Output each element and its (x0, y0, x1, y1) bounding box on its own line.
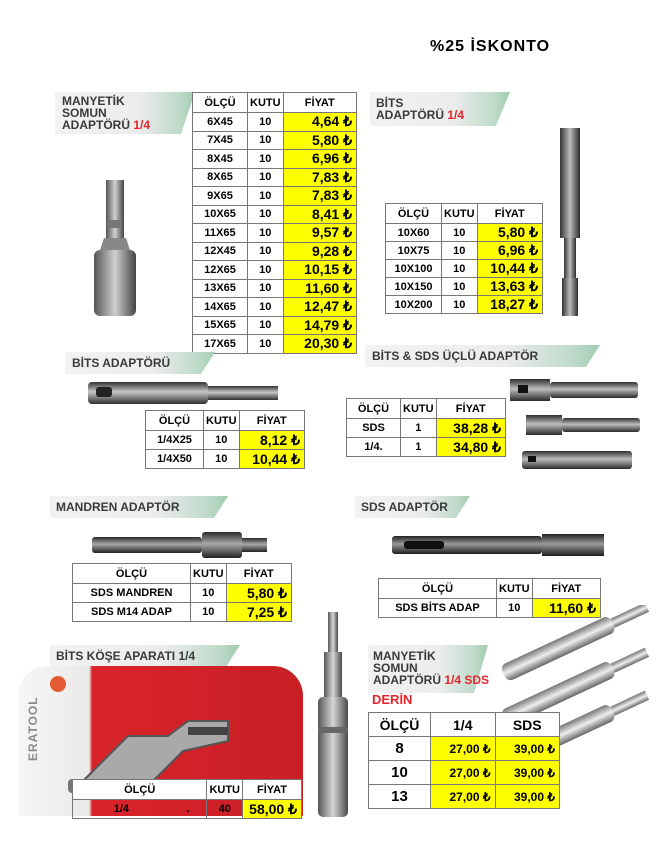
table-row (193, 187, 357, 206)
box-cell: 10 (442, 224, 478, 242)
col-header: FİYAT (283, 93, 356, 113)
chuck-adapter-image (92, 530, 267, 560)
table-row (73, 584, 292, 603)
col-header: FİYAT (436, 399, 505, 419)
price-cell: 8,12 ₺ (239, 431, 304, 450)
price-table (192, 92, 357, 354)
box-cell: 10 (248, 279, 284, 298)
bit-adapter-image (88, 378, 278, 408)
size-cell: 6X45 (193, 113, 248, 132)
table-row (193, 113, 357, 132)
section-title: BİTS KÖŞE APARATI 1/4 (56, 649, 196, 663)
price-cell: 18,27 ₺ (477, 296, 542, 314)
size-cell: 10X60 (386, 224, 442, 242)
price-cell: 20,30 ₺ (283, 335, 356, 354)
section-title (376, 97, 464, 121)
price-cell: 10,15 ₺ (283, 261, 356, 280)
table-row (369, 785, 560, 809)
price-cell: 7,83 ₺ (283, 187, 356, 206)
col-header: ÖLÇÜ (379, 579, 497, 599)
three-piece-adapter-image (508, 375, 643, 475)
price-cell: 9,28 ₺ (283, 242, 356, 261)
box-cell: 10 (191, 584, 227, 603)
table-row (386, 260, 543, 278)
col-header: KUTU (248, 93, 284, 113)
table-row (369, 761, 560, 785)
size-cell: 1/4X25 (146, 431, 204, 450)
table-row (193, 150, 357, 169)
table-header-row (369, 713, 560, 737)
title-suffix: 1/4 (447, 108, 465, 122)
col-header: ÖLÇÜ (73, 780, 207, 800)
section-subtitle: DERİN (372, 692, 413, 707)
section-title: MANDREN ADAPTÖR (56, 500, 180, 514)
size-cell: 1/4X50 (146, 450, 204, 469)
price-table (72, 563, 292, 622)
price-cell: 10,44 ₺ (239, 450, 304, 469)
col-header: KUTU (497, 579, 533, 599)
box-cell: 10 (248, 187, 284, 206)
price-cell: 8,41 ₺ (283, 205, 356, 224)
size-cell: 10X75 (386, 242, 442, 260)
table-header-row (193, 93, 357, 113)
price-table (346, 398, 506, 457)
size-cell: 1/4 (73, 800, 170, 819)
size-cell: 10X100 (386, 260, 442, 278)
price-table (368, 712, 560, 809)
box-cell: 10 (248, 150, 284, 169)
price-cell: 6,96 ₺ (283, 150, 356, 169)
table-row (193, 242, 357, 261)
section-title: BİTS & SDS ÜÇLÜ ADAPTÖR (372, 349, 539, 363)
col-header: KUTU (401, 399, 437, 419)
table-row (386, 296, 543, 314)
table-row (347, 438, 506, 457)
box-cell: 10 (442, 242, 478, 260)
section-title: BİTS ADAPTÖRÜ (72, 356, 171, 370)
price-cell: 9,57 ₺ (283, 224, 356, 243)
price-cell: 4,64 ₺ (283, 113, 356, 132)
size-cell: 8X45 (193, 150, 248, 169)
table-row (73, 800, 302, 819)
price-cell: 5,80 ₺ (283, 131, 356, 150)
box-cell: 1 (401, 438, 437, 457)
title-suffix: 1/4 SDS (444, 673, 490, 687)
col-header: KUTU (204, 411, 240, 431)
price-cell: 7,83 ₺ (283, 168, 356, 187)
col-header: ÖLÇÜ (347, 399, 401, 419)
box-cell: 40 (207, 800, 243, 819)
col-header: FİYAT (532, 579, 600, 599)
table-row (193, 131, 357, 150)
price-cell: 10,44 ₺ (477, 260, 542, 278)
title-line: MANYETİK (373, 649, 436, 663)
price-cell: 11,60 ₺ (283, 279, 356, 298)
title-line: SOMUN (373, 661, 418, 675)
price-cell: 38,28 ₺ (436, 419, 505, 438)
table-row (193, 335, 357, 354)
box-cell: 10 (248, 335, 284, 354)
deep-nut-setter-image (308, 612, 358, 822)
page-title: %25 İSKONTO (430, 38, 551, 55)
box-cell: 10 (248, 242, 284, 261)
box-cell: 10 (248, 168, 284, 187)
size-cell: 1/4. (347, 438, 401, 457)
size-cell: 15X65 (193, 316, 248, 335)
price-table (145, 410, 305, 469)
price-cell: 5,80 ₺ (226, 584, 291, 603)
col-header: KUTU (191, 564, 227, 584)
table-row (146, 431, 305, 450)
col-header: ÖLÇÜ (146, 411, 204, 431)
price-cell: 11,60 ₺ (532, 599, 600, 618)
size-cell: 8 (369, 737, 431, 761)
table-row (146, 450, 305, 469)
box-cell: 10 (442, 296, 478, 314)
col-header: FİYAT (477, 204, 542, 224)
price-cell: 27,00 ₺ (431, 761, 496, 785)
table-header-row (386, 204, 543, 224)
price-cell: 7,25 ₺ (226, 603, 291, 622)
table-row (386, 278, 543, 296)
title-line: MANYETİK (62, 94, 125, 108)
price-cell: 27,00 ₺ (431, 737, 496, 761)
table-header-row (73, 780, 302, 800)
box-cell: 10 (442, 260, 478, 278)
size-cell: 8X65 (193, 168, 248, 187)
box-cell: 10 (248, 113, 284, 132)
section-title (373, 650, 489, 686)
section-title (62, 95, 150, 131)
box-cell: 10 (204, 450, 240, 469)
col-header: SDS (495, 713, 560, 737)
title-suffix: 1/4 (133, 118, 151, 132)
size-cell: 17X65 (193, 335, 248, 354)
table-row (193, 224, 357, 243)
box-cell: 10 (248, 261, 284, 280)
col-header: ÖLÇÜ (386, 204, 442, 224)
size-cell: 10X150 (386, 278, 442, 296)
table-row (193, 298, 357, 317)
box-cell: 10 (248, 224, 284, 243)
col-header: FİYAT (239, 411, 304, 431)
table-row (193, 316, 357, 335)
magnetic-nut-adapter-image (86, 180, 146, 320)
table-row (386, 242, 543, 260)
size-cell: 10X65 (193, 205, 248, 224)
section-title: SDS ADAPTÖR (361, 500, 448, 514)
title-line: ADAPTÖRÜ (376, 108, 444, 122)
table-row (193, 205, 357, 224)
box-cell: 10 (248, 205, 284, 224)
col-header: KUTU (442, 204, 478, 224)
box-cell: 10 (204, 431, 240, 450)
size-cell: 7X45 (193, 131, 248, 150)
title-line: ADAPTÖRÜ (373, 673, 441, 687)
title-line: SOMUN (62, 106, 107, 120)
price-cell: 12,47 ₺ (283, 298, 356, 317)
price-cell: 14,79 ₺ (283, 316, 356, 335)
title-line: BİTS (376, 96, 404, 110)
table-row (369, 737, 560, 761)
price-cell: 13,63 ₺ (477, 278, 542, 296)
bit-holder-image (555, 128, 585, 318)
col-header: FİYAT (243, 780, 302, 800)
price-cell: 39,00 ₺ (495, 785, 560, 809)
size-cell: 11X65 (193, 224, 248, 243)
col-header: FİYAT (226, 564, 291, 584)
box-cell: 10 (191, 603, 227, 622)
table-header-row (379, 579, 601, 599)
price-cell: 39,00 ₺ (495, 761, 560, 785)
box-cell: 10 (442, 278, 478, 296)
size-cell-extra: . (170, 800, 207, 819)
size-cell: SDS M14 ADAP (73, 603, 191, 622)
size-cell: SDS MANDREN (73, 584, 191, 603)
table-row (386, 224, 543, 242)
box-cell: 10 (497, 599, 533, 618)
price-cell: 5,80 ₺ (477, 224, 542, 242)
table-header-row (146, 411, 305, 431)
table-header-row (347, 399, 506, 419)
col-header: ÖLÇÜ (193, 93, 248, 113)
size-cell: 14X65 (193, 298, 248, 317)
title-line: ADAPTÖRÜ (62, 118, 130, 132)
table-row (73, 603, 292, 622)
price-table (72, 779, 302, 819)
size-cell: 10X200 (386, 296, 442, 314)
box-cell: 10 (248, 131, 284, 150)
table-row (347, 419, 506, 438)
size-cell: SDS BİTS ADAP (379, 599, 497, 618)
col-header: KUTU (207, 780, 243, 800)
size-cell: 13X65 (193, 279, 248, 298)
size-cell: 12X65 (193, 261, 248, 280)
table-row (193, 279, 357, 298)
price-cell: 27,00 ₺ (431, 785, 496, 809)
table-row (193, 261, 357, 280)
price-cell: 34,80 ₺ (436, 438, 505, 457)
brand-logo: ERATOOL (26, 696, 40, 761)
price-cell: 6,96 ₺ (477, 242, 542, 260)
size-cell: 9X65 (193, 187, 248, 206)
size-cell: 10 (369, 761, 431, 785)
size-cell: 12X45 (193, 242, 248, 261)
col-header: 1/4 (431, 713, 496, 737)
table-header-row (73, 564, 292, 584)
col-header: ÖLÇÜ (73, 564, 191, 584)
size-cell: SDS (347, 419, 401, 438)
sds-adapter-image (392, 530, 607, 560)
price-cell: 58,00 ₺ (243, 800, 302, 819)
brand-emblem (50, 676, 66, 692)
box-cell: 10 (248, 316, 284, 335)
col-header: ÖLÇÜ (369, 713, 431, 737)
box-cell: 10 (248, 298, 284, 317)
size-cell: 13 (369, 785, 431, 809)
price-cell: 39,00 ₺ (495, 737, 560, 761)
box-cell: 1 (401, 419, 437, 438)
table-row (193, 168, 357, 187)
price-table (385, 203, 543, 314)
